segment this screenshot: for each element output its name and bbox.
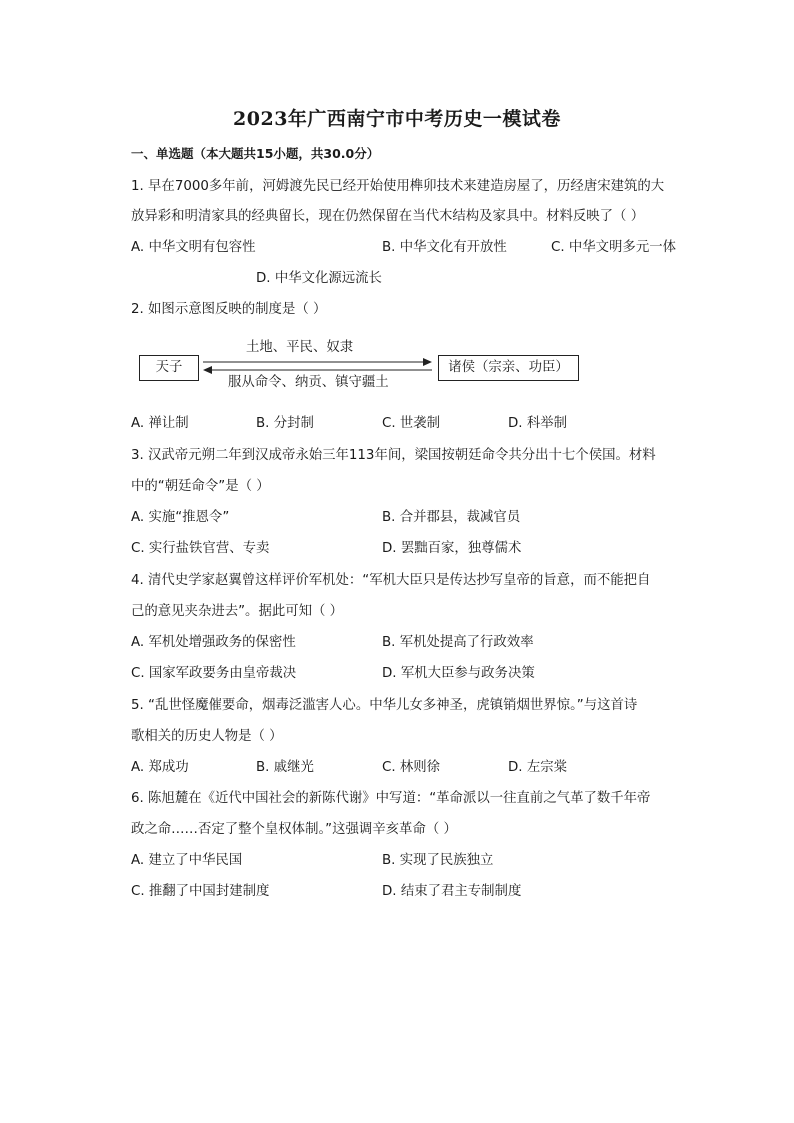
question-2-option-c[interactable]: C. 世袭制: [382, 416, 441, 431]
question-6-option-c[interactable]: C. 推翻了中国封建制度: [131, 884, 270, 899]
question-3-option-b[interactable]: B. 合并郡县，裁减官员: [382, 510, 521, 525]
question-6-option-b[interactable]: B. 实现了民族独立: [382, 853, 494, 868]
question-4-option-b[interactable]: B. 军机处提高了行政效率: [382, 635, 534, 650]
question-1-option-d[interactable]: D. 中华文化源远流长: [256, 271, 382, 286]
question-2-option-a[interactable]: A. 禅让制: [131, 416, 189, 431]
question-2-option-b[interactable]: B. 分封制: [256, 416, 314, 431]
question-6-line-2: 政之命……否定了整个皇权体制。”这强调辛亥革命（ ）: [131, 822, 457, 837]
question-5-option-d[interactable]: D. 左宗棠: [508, 760, 567, 775]
diagram-box-zhuhou: 诸侯（宗亲、功臣）: [438, 355, 579, 381]
question-5-option-b[interactable]: B. 戚继光: [256, 760, 314, 775]
question-3-line-2: 中的“朝廷命令”是（ ）: [131, 479, 270, 494]
question-5-option-c[interactable]: C. 林则徐: [382, 760, 441, 775]
question-6-option-a[interactable]: A. 建立了中华民国: [131, 853, 243, 868]
diagram-box-tianzi: 天子: [139, 355, 199, 381]
diagram-top-label: 土地、平民、奴隶: [246, 340, 354, 355]
question-4-line-1: 4. 清代史学家赵翼曾这样评价军机处：“军机大臣只是传达抄写皇帝的旨意，而不能把自: [131, 573, 651, 588]
arrow-right: [203, 358, 432, 366]
question-3-option-d[interactable]: D. 罢黜百家，独尊儒术: [382, 541, 522, 556]
question-2-option-d[interactable]: D. 科举制: [508, 416, 567, 431]
question-4-option-c[interactable]: C. 国家军政要务由皇帝裁决: [131, 666, 297, 681]
diagram-bottom-label: 服从命令、纳贡、镇守疆土: [228, 375, 389, 390]
question-1-line-2: 放异彩和明清家具的经典留长，现在仍然保留在当代木结构及家具中。材料反映了（ ）: [131, 209, 645, 224]
question-3-option-c[interactable]: C. 实行盐铁官营、专卖: [131, 541, 270, 556]
question-1-option-a[interactable]: A. 中华文明有包容性: [131, 240, 256, 255]
question-3-option-a[interactable]: A. 实施“推恩令”: [131, 510, 230, 525]
question-1-option-c[interactable]: C. 中华文明多元一体: [551, 240, 676, 255]
question-5-option-a[interactable]: A. 郑成功: [131, 760, 189, 775]
question-6-line-1: 6. 陈旭麓在《近代中国社会的新陈代谢》中写道：“革命派以一往直前之气革了数千年帝: [131, 791, 651, 806]
question-6-option-d[interactable]: D. 结束了君主专制制度: [382, 884, 522, 899]
question-3-line-1: 3. 汉武帝元朔二年到汉成帝永始三年113年间，梁国按朝廷命令共分出十七个侯国。材料: [131, 448, 656, 463]
arrow-left: [203, 366, 432, 374]
question-4-line-2: 己的意见夹杂进去”。据此可知（ ）: [131, 604, 344, 619]
question-5-line-2: 歌相关的历史人物是（ ）: [131, 729, 283, 744]
question-1-option-b[interactable]: B. 中华文化有开放性: [382, 240, 507, 255]
question-4-option-d[interactable]: D. 军机大臣参与政务决策: [382, 666, 535, 681]
page-title: 2023年广西南宁市中考历史一模试卷: [233, 108, 561, 130]
question-1-line-1: 1. 早在7000多年前，河姆渡先民已经开始使用榫卯技术来建造房屋了，历经唐宋建筑的大: [131, 179, 665, 194]
section-heading: 一、单选题（本大题共15小题，共30.0分）: [131, 146, 380, 161]
question-4-option-a[interactable]: A. 军机处增强政务的保密性: [131, 635, 296, 650]
question-5-line-1: 5. “乱世怪魔催要命，烟毒泛滥害人心。中华儿女多神圣，虎镇销烟世界惊。”与这首诗: [131, 698, 638, 713]
question-2-line-1: 2. 如图示意图反映的制度是（ ）: [131, 302, 327, 317]
